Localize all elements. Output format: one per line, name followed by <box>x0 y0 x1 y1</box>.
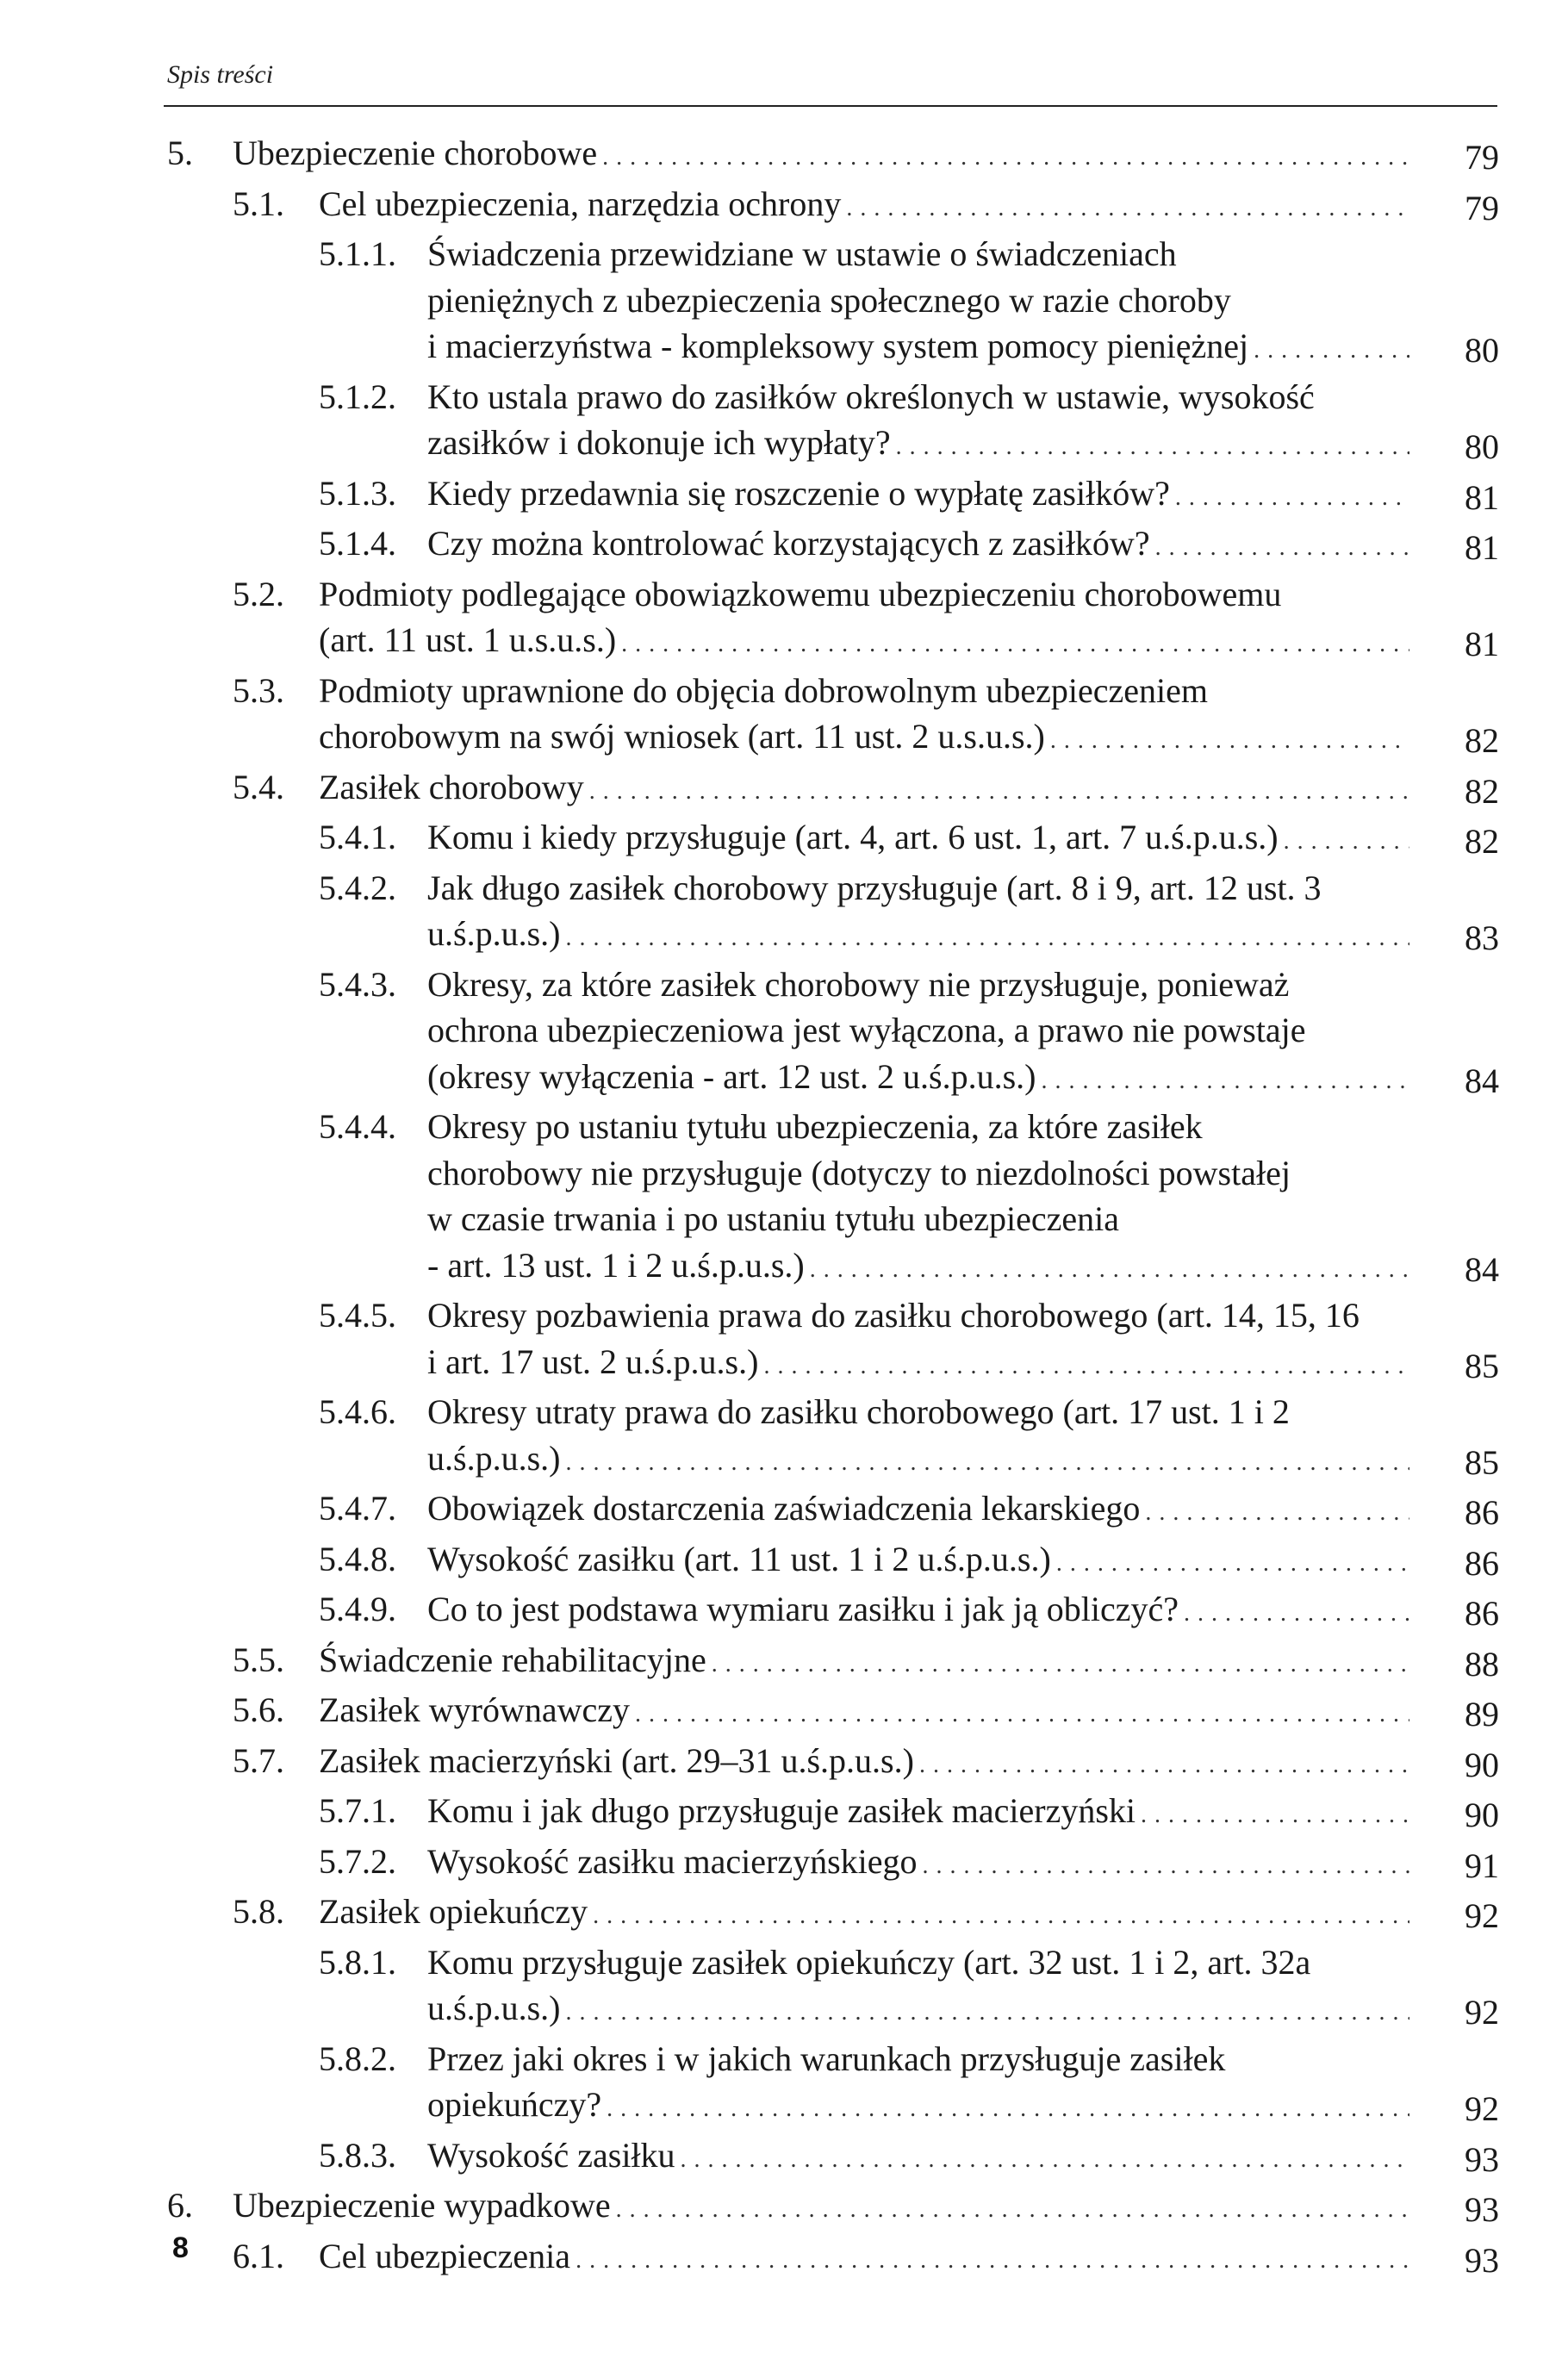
toc-entry-title <box>427 1536 1499 1587</box>
toc-entry-title-line: Podmioty uprawnione do objęcia dobrowolnym ubezpieczeniem <box>319 670 1208 710</box>
toc-entry-number: 5.8.2. <box>319 2038 396 2078</box>
toc-entry-title-line: Obowiązek dostarczenia zaświadczenia lekarskiego <box>427 1489 1141 1528</box>
toc-entry-title-line: i macierzyństwa - kompleksowy system pomocy pieniężnej <box>427 327 1249 365</box>
toc-entry-title-line: Okresy pozbawienia prawa do zasiłku chorobowego (art. 14, 15, 16 <box>427 1296 1360 1335</box>
toc-entry-page: 86 <box>1465 1594 1499 1633</box>
toc-entry-page: 82 <box>1465 771 1499 811</box>
toc-entry-page: 90 <box>1465 1745 1499 1784</box>
toc-entry-number: 5.8.3. <box>319 2135 396 2175</box>
dot-leader <box>846 185 1409 232</box>
toc-entry <box>0 1104 1568 1292</box>
toc-entry-number: 5.4.9. <box>319 1590 396 1628</box>
toc-entry <box>0 470 1568 521</box>
toc-entry <box>0 814 1568 865</box>
toc-entry-page: 90 <box>1465 1796 1499 1834</box>
toc-entry-title-line: Jak długo zasiłek chorobowy przysługuje (art. 8 i 9, art. 12 ust. 3 <box>427 868 1322 907</box>
toc-entry-number: 5.4.5. <box>319 1296 396 1335</box>
toc-entry-last-line <box>319 1637 1416 1688</box>
toc-entry-last-line <box>319 2233 1416 2284</box>
toc-entry-title-line: ochrona ubezpieczeniowa jest wyłączona, a prawo nie powstaje <box>427 1011 1306 1049</box>
toc-entry-number: 5.8.1. <box>319 1942 396 1982</box>
toc-entry-page: 81 <box>1465 477 1499 517</box>
toc-entry-number: 5.8. <box>233 1892 284 1931</box>
toc-entry-title <box>427 865 1499 962</box>
toc-entry-title-line: Komu i kiedy przysługuje (art. 4, art. 6 ust. 1, art. 7 u.ś.p.u.s.) <box>427 818 1279 856</box>
toc-entry-title-line: Wysokość zasiłku macierzyńskiego <box>427 1841 918 1881</box>
toc-entry-title-line: Okresy po ustaniu tytułu ubezpieczenia, za które zasiłek <box>427 1107 1203 1146</box>
toc-entry-last-line <box>427 420 1416 470</box>
toc-entry-last-line <box>233 130 1416 181</box>
toc-entry-last-line <box>427 323 1416 374</box>
toc-entry-title <box>233 130 1499 181</box>
toc-entry-title-line: Okresy utraty prawa do zasiłku chorobowego (art. 17 ust. 1 i 2 <box>427 1392 1290 1431</box>
toc-entry-page: 92 <box>1465 2089 1499 2128</box>
dot-leader <box>1155 525 1409 571</box>
toc-entry-title-line: Czy można kontrolować korzystających z zasiłków? <box>427 524 1150 563</box>
toc-entry-last-line <box>427 1485 1416 1536</box>
toc-entry-number: 5.6. <box>233 1690 284 1729</box>
toc-entry-title-line: u.ś.p.u.s.) <box>427 1989 561 2027</box>
toc-entry-page: 85 <box>1465 1346 1499 1385</box>
dot-leader <box>607 2086 1409 2132</box>
toc-entry-page: 79 <box>1465 188 1499 227</box>
dot-leader <box>896 424 1409 470</box>
toc-entry-last-line <box>319 764 1416 815</box>
toc-entry-title <box>427 962 1499 1105</box>
toc-entry-title-line: (art. 11 ust. 1 u.s.u.s.) <box>319 620 617 659</box>
toc-entry-number: 5.7. <box>233 1740 284 1780</box>
dot-leader <box>635 1691 1409 1738</box>
toc-entry-page: 79 <box>1465 138 1499 177</box>
toc-entry-title-line: Kto ustala prawo do zasiłków określonych w ustawie, wysokość <box>427 377 1315 416</box>
toc-entry-title-line: pieniężnych z ubezpieczenia społecznego w razie choroby <box>427 280 1231 320</box>
toc-entry-page: 83 <box>1465 918 1499 957</box>
toc-entry-last-line <box>427 1339 1416 1390</box>
toc-entry <box>0 1738 1568 1789</box>
dot-leader <box>565 915 1409 962</box>
toc-entry-page: 82 <box>1465 822 1499 861</box>
toc-entry-page: 93 <box>1465 2190 1499 2229</box>
toc-entry <box>0 374 1568 470</box>
toc-entry-last-line <box>427 1985 1416 2036</box>
toc-entry-number: 5.4. <box>233 767 284 806</box>
toc-entry-title <box>427 470 1499 521</box>
toc-entry <box>0 1889 1568 1939</box>
toc-entry-title-line: chorobowy nie przysługuje (dotyczy to niezdolności powstałej <box>427 1153 1291 1192</box>
toc-entry-page: 84 <box>1465 1061 1499 1100</box>
toc-entry-title-line: Ubezpieczenie wypadkowe <box>233 2186 611 2225</box>
toc-entry <box>0 2036 1568 2132</box>
toc-entry-last-line <box>427 1435 1416 1486</box>
toc-entry-number: 5.2. <box>233 574 284 613</box>
toc-entry <box>0 2233 1568 2284</box>
toc-entry-title <box>427 1586 1499 1637</box>
toc-entry-title-line: w czasie trwania i po ustaniu tytułu ubezpieczenia <box>427 1199 1120 1238</box>
toc-entry <box>0 764 1568 815</box>
toc-entry-page: 80 <box>1465 427 1499 466</box>
toc-entry-title-line: Zasiłek macierzyński (art. 29–31 u.ś.p.u.s.) <box>319 1740 914 1780</box>
dot-leader <box>602 134 1409 181</box>
toc-entry-number: 5.1.3. <box>319 473 396 513</box>
toc-entry-title-line: Przez jaki okres i w jakich warunkach przysługuje zasiłek <box>427 2038 1226 2078</box>
toc-entry-last-line <box>427 814 1416 865</box>
toc-entry-title-line: Zasiłek wyrównawczy <box>319 1690 630 1729</box>
dot-leader <box>565 1440 1409 1486</box>
toc-entry-page: 81 <box>1465 625 1499 663</box>
toc-entry-title <box>319 668 1499 764</box>
toc-entry-number: 5.4.6. <box>319 1392 396 1431</box>
toc-entry <box>0 571 1568 668</box>
toc-entry <box>0 1939 1568 2036</box>
toc-entry-title <box>427 814 1499 865</box>
toc-entry-title <box>427 1389 1499 1485</box>
toc-entry <box>0 1536 1568 1587</box>
toc-entry-last-line <box>427 1242 1416 1293</box>
toc-entry-title-line: Wysokość zasiłku <box>427 2135 675 2175</box>
toc-entry <box>0 865 1568 962</box>
toc-entry-page: 82 <box>1465 721 1499 760</box>
toc-entry <box>0 1292 1568 1389</box>
toc-entry-last-line <box>427 520 1416 571</box>
dot-leader <box>681 2137 1409 2183</box>
toc-entry-number: 5.1. <box>233 184 284 223</box>
dot-leader <box>919 1742 1409 1789</box>
dot-leader <box>712 1641 1409 1688</box>
toc-entry-number: 6. <box>167 2186 193 2225</box>
toc-entry-number: 5.3. <box>233 670 284 710</box>
toc-entry-last-line <box>319 1687 1416 1738</box>
toc-entry <box>0 1637 1568 1688</box>
dot-leader <box>1175 475 1409 521</box>
toc-entry <box>0 1839 1568 1889</box>
toc-entry-title <box>319 571 1499 668</box>
toc-entry-title <box>319 1687 1499 1738</box>
toc-entry-page: 88 <box>1465 1644 1499 1684</box>
toc-entry-title-line: Zasiłek opiekuńczy <box>319 1892 588 1931</box>
toc-entry <box>0 1485 1568 1536</box>
toc-entry-title-line: Podmioty podlegające obowiązkowemu ubezpieczeniu chorobowemu <box>319 574 1282 613</box>
toc-entry-title <box>427 231 1499 374</box>
toc-entry-title <box>319 2233 1499 2284</box>
toc-entry-title <box>427 1104 1499 1292</box>
toc-entry-page: 80 <box>1465 331 1499 370</box>
toc-entry-last-line <box>427 2132 1416 2183</box>
toc-entry-page: 84 <box>1465 1249 1499 1289</box>
dot-leader <box>1254 327 1409 374</box>
toc-entry-title <box>233 2182 1499 2233</box>
toc-entry-number: 5. <box>167 134 193 172</box>
toc-entry-title-line: Świadczenie rehabilitacyjne <box>319 1640 706 1679</box>
toc-entry-title-line: Cel ubezpieczenia <box>319 2236 571 2275</box>
toc-entry-page: 85 <box>1465 1442 1499 1482</box>
toc-entry-page: 91 <box>1465 1845 1499 1885</box>
toc-entry-title-line: u.ś.p.u.s.) <box>427 914 561 953</box>
dot-leader <box>589 769 1409 815</box>
dot-leader <box>923 1843 1409 1889</box>
toc-entry-title <box>319 1889 1499 1939</box>
toc-entry-title-line: i art. 17 ust. 2 u.ś.p.u.s.) <box>427 1341 759 1381</box>
toc-entry-title <box>427 2132 1499 2183</box>
toc-entry-last-line <box>427 2082 1416 2132</box>
toc-entry-number: 5.7.1. <box>319 1791 396 1830</box>
toc-entry-title <box>427 1485 1499 1536</box>
toc-entry-number: 5.4.2. <box>319 868 396 907</box>
toc-entry-title-line: (okresy wyłączenia - art. 12 ust. 2 u.ś.p.u.s.) <box>427 1056 1036 1096</box>
dot-leader <box>1041 1058 1409 1105</box>
toc-entry-title <box>427 1839 1499 1889</box>
toc-entry-page: 81 <box>1465 528 1499 567</box>
toc-entry-page: 86 <box>1465 1543 1499 1583</box>
dot-leader <box>593 1893 1409 1939</box>
toc-entry <box>0 2132 1568 2183</box>
toc-entry-title-line: u.ś.p.u.s.) <box>427 1438 561 1478</box>
toc-entry-number: 5.4.7. <box>319 1489 396 1528</box>
toc-entry-number: 6.1. <box>233 2236 284 2275</box>
dot-leader <box>1050 718 1409 764</box>
toc-entry-last-line <box>427 911 1416 962</box>
toc-entry <box>0 231 1568 374</box>
toc-entry-title-line: Zasiłek chorobowy <box>319 767 584 806</box>
toc-entry <box>0 1788 1568 1839</box>
toc-entry <box>0 1687 1568 1738</box>
toc-entry-title-line: zasiłków i dokonuje ich wypłaty? <box>427 423 891 462</box>
dot-leader <box>810 1247 1409 1293</box>
toc-entry-last-line <box>427 1788 1416 1839</box>
dot-leader <box>616 2187 1409 2233</box>
toc-entry-page: 92 <box>1465 1896 1499 1935</box>
dot-leader <box>1141 1792 1409 1839</box>
page-number: 8 <box>172 2231 189 2264</box>
dot-leader <box>565 1989 1409 2036</box>
toc-entry <box>0 130 1568 181</box>
toc-entry-number: 5.1.1. <box>319 234 396 273</box>
toc-entry-title-line: - art. 13 ust. 1 i 2 u.ś.p.u.s.) <box>427 1245 805 1285</box>
toc-entry <box>0 520 1568 571</box>
toc-entry-title-line: Wysokość zasiłku (art. 11 ust. 1 i 2 u.ś.p.u.s.) <box>427 1539 1051 1578</box>
toc-entry-last-line <box>427 1839 1416 1889</box>
toc-entry-page: 89 <box>1465 1695 1499 1733</box>
toc-entry <box>0 2182 1568 2233</box>
toc-entry-number: 5.4.3. <box>319 964 396 1004</box>
toc-entry-title <box>427 1939 1499 2036</box>
toc-entry-last-line <box>319 713 1416 764</box>
toc-entry <box>0 1586 1568 1637</box>
toc-entry <box>0 1389 1568 1485</box>
toc-entry-title <box>319 1738 1499 1789</box>
toc-entry-page: 93 <box>1465 2139 1499 2179</box>
header-rule <box>164 105 1497 107</box>
toc-entry-last-line <box>233 2182 1416 2233</box>
toc-entry-title-line: Kiedy przedawnia się roszczenie o wypłatę zasiłków? <box>427 473 1170 513</box>
toc-entry-title <box>319 1637 1499 1688</box>
toc-entry-last-line <box>319 1889 1416 1939</box>
toc-entry-last-line <box>319 1738 1416 1789</box>
toc-entry-last-line <box>427 1586 1416 1637</box>
toc-entry-title-line: Co to jest podstawa wymiaru zasiłku i jak ją obliczyć? <box>427 1590 1179 1628</box>
toc-entry-title <box>427 1292 1499 1389</box>
toc-entry-last-line <box>427 1054 1416 1105</box>
toc-entry-title <box>427 374 1499 470</box>
toc-entry-title-line: Komu i jak długo przysługuje zasiłek macierzyński <box>427 1791 1136 1830</box>
toc-entry <box>0 668 1568 764</box>
toc-entry-number: 5.7.2. <box>319 1841 396 1881</box>
dot-leader <box>1056 1541 1409 1587</box>
toc-entry-title <box>319 181 1499 232</box>
toc-entry-number: 5.4.4. <box>319 1107 396 1146</box>
toc-entry-title-line: chorobowym na swój wniosek (art. 11 ust. 2 u.s.u.s.) <box>319 717 1045 756</box>
toc-entry-title <box>427 2036 1499 2132</box>
toc-entry <box>0 962 1568 1105</box>
dot-leader <box>763 1343 1409 1390</box>
toc-entry-page: 86 <box>1465 1493 1499 1532</box>
toc-entry-title-line: Okresy, za które zasiłek chorobowy nie przysługuje, ponieważ <box>427 964 1290 1004</box>
table-of-contents <box>0 130 1568 2283</box>
toc-entry <box>0 181 1568 232</box>
dot-leader <box>1145 1490 1409 1536</box>
running-header: Spis treści <box>167 60 274 89</box>
toc-entry-number: 5.4.8. <box>319 1539 396 1578</box>
toc-entry-title-line: Cel ubezpieczenia, narzędzia ochrony <box>319 184 842 223</box>
toc-entry-last-line <box>427 1536 1416 1587</box>
dot-leader <box>1284 818 1409 865</box>
toc-entry-number: 5.1.4. <box>319 524 396 563</box>
toc-entry-title-line: Ubezpieczenie chorobowe <box>233 134 598 172</box>
toc-entry-title-line: Świadczenia przewidziane w ustawie o świadczeniach <box>427 234 1177 273</box>
toc-entry-title <box>427 1788 1499 1839</box>
toc-entry-last-line <box>427 470 1416 521</box>
toc-entry-last-line <box>319 617 1416 668</box>
toc-entry-title <box>427 520 1499 571</box>
toc-entry-number: 5.4.1. <box>319 818 396 856</box>
toc-entry-number: 5.1.2. <box>319 377 396 416</box>
toc-entry-number: 5.5. <box>233 1640 284 1679</box>
dot-leader <box>576 2238 1409 2284</box>
dot-leader <box>621 621 1409 668</box>
toc-entry-title-line: opiekuńczy? <box>427 2085 602 2124</box>
toc-entry-page: 93 <box>1465 2240 1499 2280</box>
toc-entry-title <box>319 764 1499 815</box>
toc-entry-last-line <box>319 181 1416 232</box>
toc-entry-title-line: Komu przysługuje zasiłek opiekuńczy (art. 32 ust. 1 i 2, art. 32a <box>427 1942 1311 1982</box>
dot-leader <box>1184 1590 1409 1637</box>
toc-entry-page: 92 <box>1465 1993 1499 2032</box>
